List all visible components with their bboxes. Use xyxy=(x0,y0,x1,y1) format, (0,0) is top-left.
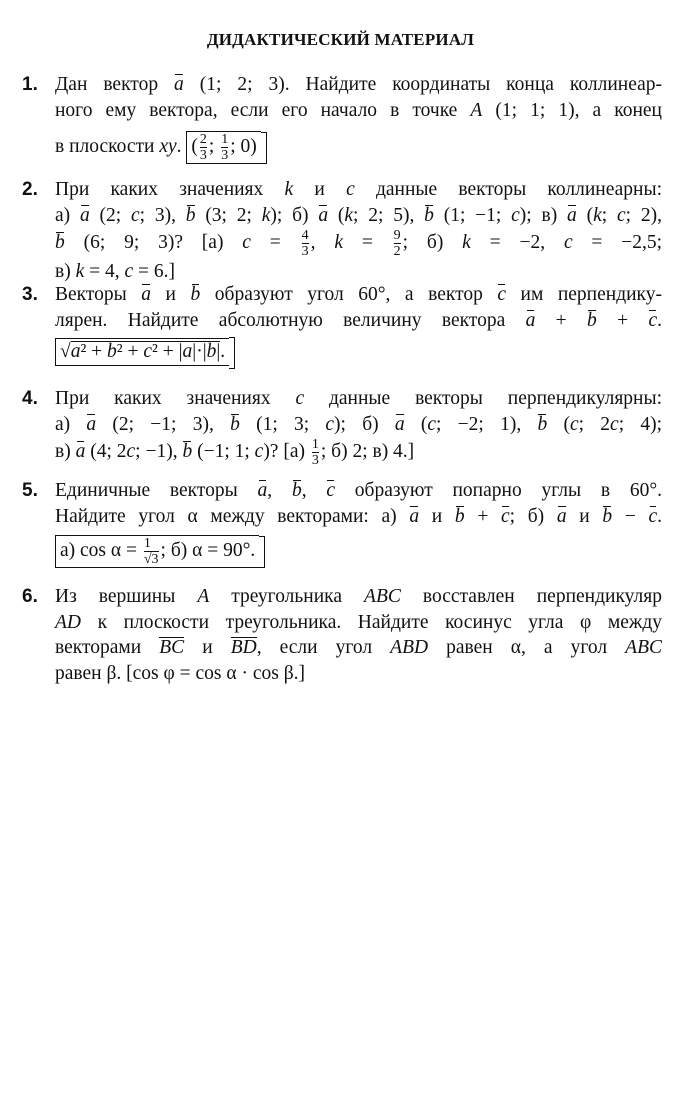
problem-number: 3. xyxy=(22,284,38,305)
problem-text: Из вершины A треугольника ABC восставлен перпендикуляр AD к плоскости треугольника. Найдите косинус угла φ между векторами BC и BD, если угол ABD равен α, а угол ABC равен β. [cos φ = cos α · cos β.] xyxy=(55,586,662,684)
problem-number: 1. xyxy=(22,74,38,95)
page-title: ДИДАКТИЧЕСКИЙ МАТЕРИАЛ xyxy=(206,30,475,49)
problem-number: 6. xyxy=(22,586,38,607)
problem-number: 4. xyxy=(22,388,38,409)
problem-3 xyxy=(22,282,662,369)
problem-text: Векторы a и b образуют угол 60°, а вектор c им перпендику- лярен. Найдите абсолютную величину вектора a + b + c. √a² + b² + c² + |a|·|b|. xyxy=(55,282,662,369)
problem-2 xyxy=(22,177,662,285)
problem-text: Единичные векторы a, b, c образуют попарно углы в 60°. Найдите угол α между векторами: а) a и b + c; б) a и b − c. а) cos α = $\frac{1}{√3}$ ; б) α = 90°. xyxy=(55,480,663,567)
problem-text: При каких значениях k и c данные векторы коллинеарны: а) a (2; c; 3), b (3; 2; k); б) a (k; 2; 5), b (1; −1; c); в) a (k; c; 2), b (6; 9; 3)? [а) c = $\frac{4}{3}$ , k = $\frac{9}{2}$ ; б) k = −2, c = −2,5; в) k = 4, c = 6.] xyxy=(55,179,663,282)
problem-4 xyxy=(22,386,662,468)
problem-text: При каких значениях c данные векторы перпендикулярны: а) a (2; −1; 3), b (1; 3; c); б) a (c; −2; 1), b (c; 2c; 4); в) a (4; 2c; −1), b (−1; 1; c)? [а) $\frac{1}{3}$ ; б) 2; в) 4.] xyxy=(55,388,663,468)
problem-1 xyxy=(22,72,662,164)
problem-6 xyxy=(22,584,662,686)
problem-number: 2. xyxy=(22,179,38,200)
problem-text: Дан вектор a (1; 2; 3). Найдите координаты конца коллинеар- ного ему вектора, если его начало в точке A (1; 1; 1), а конец в плоскости xy. ( $\frac{2}{3}$ ; $\frac{1}{3}$ ; 0) xyxy=(55,74,662,163)
problem-number: 5. xyxy=(22,480,38,501)
problem-5 xyxy=(22,478,662,568)
